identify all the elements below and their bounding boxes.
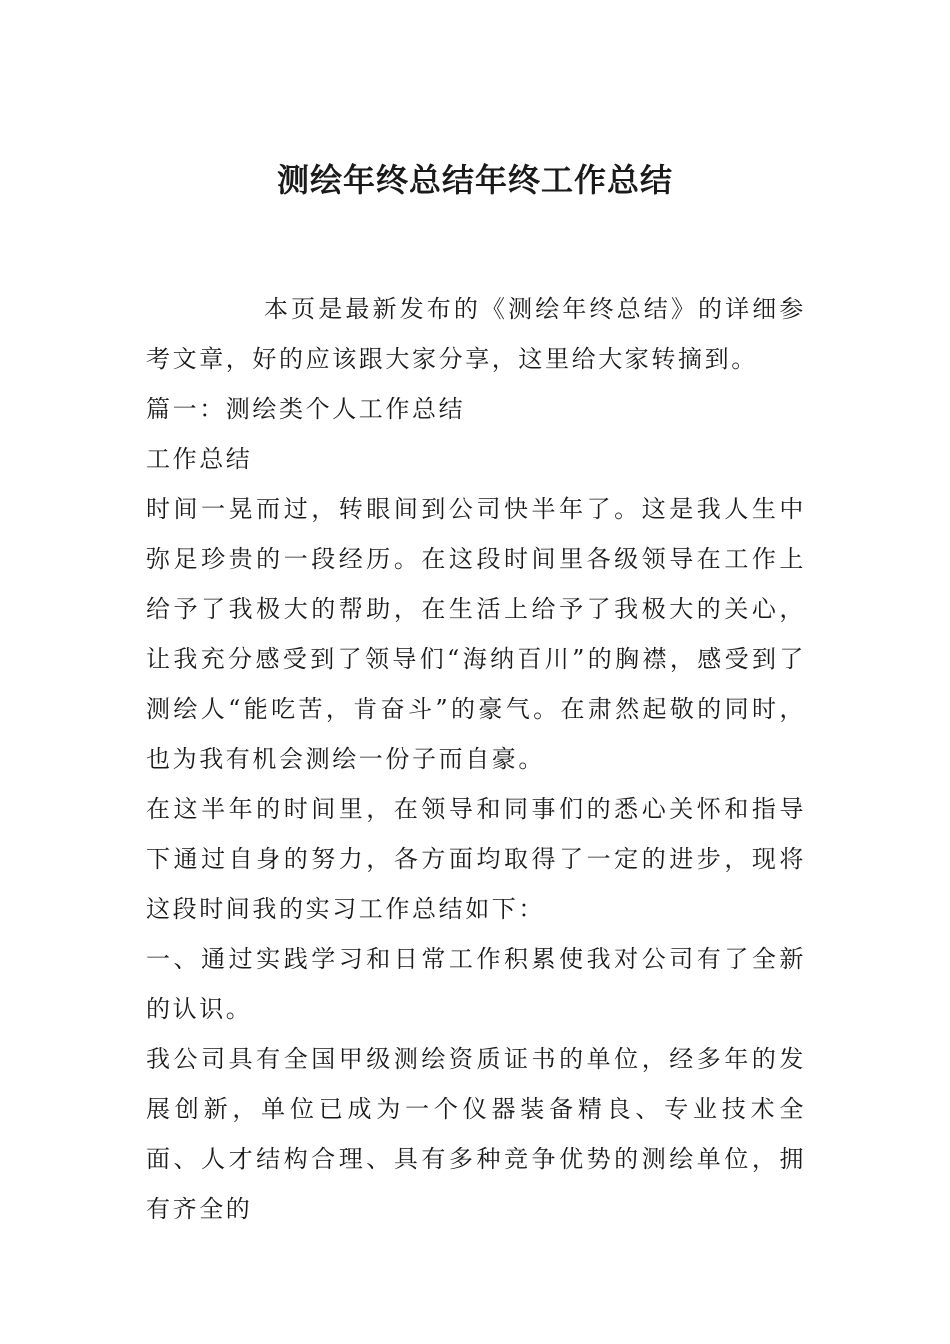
- document-body: [146, 284, 806, 1234]
- body-paragraph: 我公司具有全国甲级测绘资质证书的单位，经多年的发展创新，单位已成为一个仪器装备精良、专业技术全面、人才结构合理、具有多种竞争优势的测绘单位，拥有齐全的: [146, 1045, 806, 1223]
- intro-paragraph: 本页是最新发布的《测绘年终总结》的详细参考文章，好的应该跟大家分享，这里给大家转摘到。: [146, 295, 806, 373]
- body-paragraph: 在这半年的时间里，在领导和同事们的悉心关怀和指导下通过自身的努力，各方面均取得了一定的进步，现将这段时间我的实习工作总结如下：: [146, 795, 806, 923]
- document-title: 测绘年终总结年终工作总结: [276, 161, 673, 199]
- body-paragraph: 时间一晃而过，转眼间到公司快半年了。这是我人生中弥足珍贵的一段经历。在这段时间里各级领导在工作上给予了我极大的帮助，在生活上给予了我极大的关心，让我充分感受到了领导们“海纳百川”的胸襟，感受到了测绘人“能吃苦，肯奋斗”的豪气。在肃然起敬的同时，也为我有机会测绘一份子而自豪。: [146, 495, 806, 773]
- numbered-heading: 一、通过实践学习和日常工作积累使我对公司有了全新的认识。: [146, 945, 806, 1023]
- section-heading: 篇一：测绘类个人工作总结: [146, 395, 466, 423]
- subsection-heading: 工作总结: [146, 445, 253, 473]
